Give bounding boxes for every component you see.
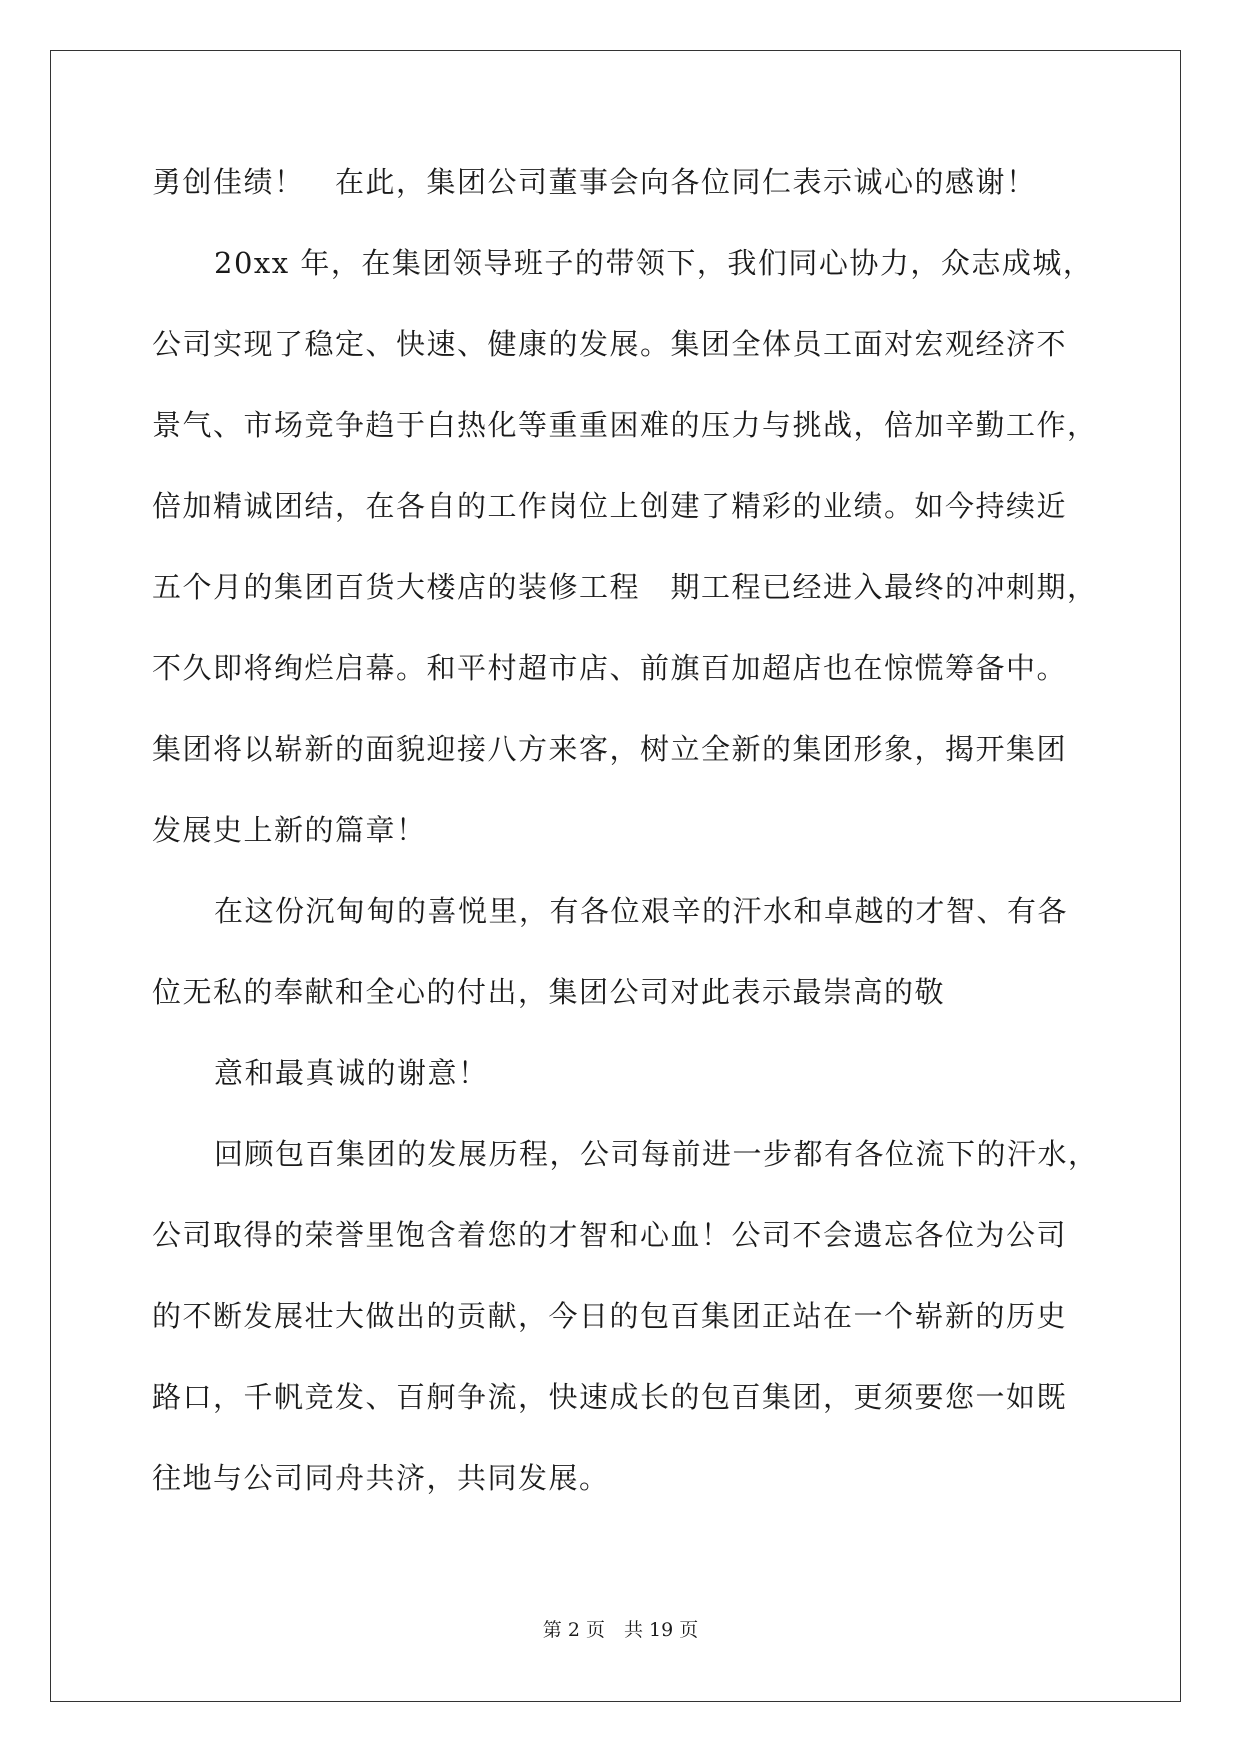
text-line: 意和最真诚的谢意！ (214, 1056, 489, 1090)
text-line: 在这份沉甸甸的喜悦里，有各位艰辛的汗水和卓越的才智、有各 (214, 894, 1069, 928)
page-border (50, 50, 1181, 1702)
text-line: 五个月的集团百货大楼店的装修工程 期工程已经进入最终的冲刺期， (152, 570, 1098, 604)
text-line: 路口，千帆竞发、百舸争流，快速成长的包百集团，更须要您一如既 (152, 1380, 1068, 1414)
page-number-footer: 第 2 页 共 19 页 (542, 1619, 699, 1641)
text-line: 不久即将绚烂启幕。和平村超市店、前旗百加超店也在惊慌筹备中。 (152, 651, 1068, 685)
text-line: 勇创佳绩！ 在此，集团公司董事会向各位同仁表示诚心的感谢！ (152, 165, 1037, 199)
text-line: 公司实现了稳定、快速、健康的发展。集团全体员工面对宏观经济不 (152, 327, 1068, 361)
text-line: 往地与公司同舟共济，共同发展。 (152, 1461, 610, 1495)
text-line: 倍加精诚团结，在各自的工作岗位上创建了精彩的业绩。如今持续近 (152, 489, 1068, 523)
text-line: 景气、市场竞争趋于白热化等重重困难的压力与挑战，倍加辛勤工作， (152, 408, 1098, 442)
text-line: 位无私的奉献和全心的付出，集团公司对此表示最崇高的敬 (152, 975, 946, 1009)
text-line: 发展史上新的篇章！ (152, 813, 427, 847)
text-line: 公司取得的荣誉里饱含着您的才智和心血！公司不会遗忘各位为公司 (152, 1218, 1068, 1252)
text-line: 的不断发展壮大做出的贡献，今日的包百集团正站在一个崭新的历史 (152, 1299, 1068, 1333)
text-line: 回顾包百集团的发展历程，公司每前进一步都有各位流下的汗水， (214, 1137, 1099, 1171)
text-line: 集团将以崭新的面貌迎接八方来客，树立全新的集团形象，揭开集团 (152, 732, 1068, 766)
text-line: 20xx 年，在集团领导班子的带领下，我们同心协力，众志成城， (214, 246, 1094, 280)
